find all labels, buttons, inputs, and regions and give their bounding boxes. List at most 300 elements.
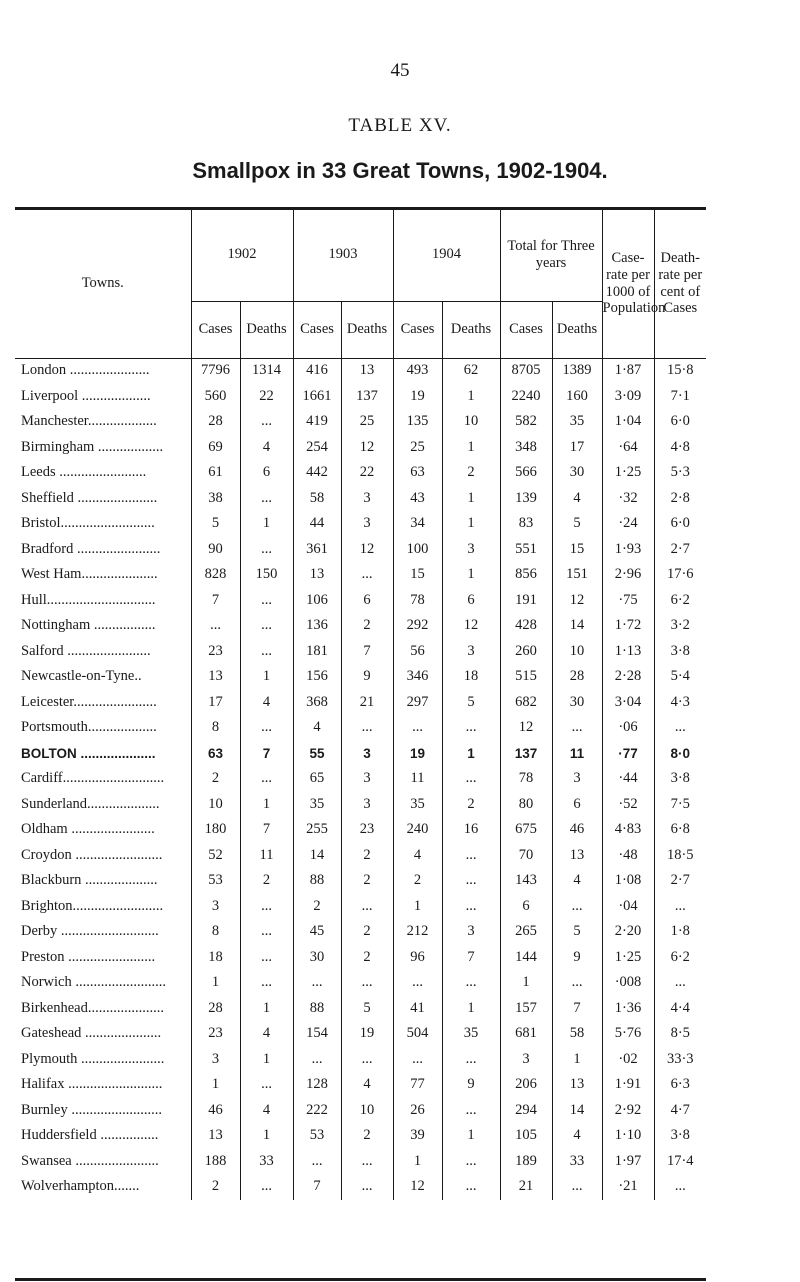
deaths-1903: ...	[341, 715, 393, 741]
cases-1902: 828	[191, 562, 240, 588]
cases-1903: 35	[293, 792, 341, 818]
case-rate: 1·04	[602, 409, 654, 435]
deaths-1904: 1	[442, 996, 500, 1022]
town-name: Brighton.........................	[21, 897, 164, 914]
total-cases: 294	[500, 1098, 552, 1124]
cases-1902: 7	[191, 588, 240, 614]
case-rate: ·24	[602, 511, 654, 537]
deaths-1904: 5	[442, 690, 500, 716]
deaths-1904: 3	[442, 537, 500, 563]
cases-1902: 2	[191, 1174, 240, 1200]
cases-1902: 13	[191, 664, 240, 690]
total-cases: 80	[500, 792, 552, 818]
deaths-1904: 10	[442, 409, 500, 435]
cases-1902: 61	[191, 460, 240, 486]
death-rate: 6·3	[654, 1072, 706, 1098]
deaths-1902: ...	[240, 1174, 293, 1200]
town-name: Blackburn ....................	[21, 872, 158, 889]
header-total-cases: Cases	[500, 301, 552, 358]
cases-1903: 416	[293, 358, 341, 384]
town-name: Plymouth .......................	[21, 1050, 165, 1067]
cases-1904: 96	[393, 945, 442, 971]
total-cases: 681	[500, 1021, 552, 1047]
cases-1903: 442	[293, 460, 341, 486]
deaths-1903: 23	[341, 817, 393, 843]
death-rate: 18·5	[654, 843, 706, 869]
total-cases: 6	[500, 894, 552, 920]
total-deaths: 6	[552, 792, 602, 818]
town-name: Swansea .......................	[21, 1152, 159, 1169]
town-name: Leeds ........................	[21, 464, 147, 481]
total-cases: 78	[500, 766, 552, 792]
cases-1904: 35	[393, 792, 442, 818]
deaths-1903: 2	[341, 868, 393, 894]
table-row	[15, 435, 706, 461]
death-rate: 2·7	[654, 537, 706, 563]
deaths-1904: ...	[442, 1047, 500, 1073]
table-body	[15, 358, 706, 1200]
total-deaths: 12	[552, 588, 602, 614]
deaths-1902: 1	[240, 996, 293, 1022]
deaths-1903: 9	[341, 664, 393, 690]
total-deaths: 10	[552, 639, 602, 665]
deaths-1904: ...	[442, 970, 500, 996]
deaths-1904: ...	[442, 1098, 500, 1124]
deaths-1902: ...	[240, 409, 293, 435]
death-rate: ...	[654, 715, 706, 741]
total-cases: 515	[500, 664, 552, 690]
cases-1902: 1	[191, 970, 240, 996]
total-cases: 21	[500, 1174, 552, 1200]
town-name: Birmingham ..................	[21, 438, 164, 455]
deaths-1903: 3	[341, 741, 393, 767]
total-cases: 566	[500, 460, 552, 486]
cases-1902: 52	[191, 843, 240, 869]
table-row	[15, 741, 706, 767]
deaths-1902: ...	[240, 945, 293, 971]
death-rate: 17·6	[654, 562, 706, 588]
deaths-1904: ...	[442, 766, 500, 792]
town-name: Derby ...........................	[21, 923, 159, 940]
table-row	[15, 511, 706, 537]
cases-1902: 53	[191, 868, 240, 894]
deaths-1903: 3	[341, 792, 393, 818]
deaths-1902: ...	[240, 613, 293, 639]
case-rate: 1·08	[602, 868, 654, 894]
total-cases: 2240	[500, 384, 552, 410]
cases-1904: 1	[393, 1149, 442, 1175]
cases-1904: 212	[393, 919, 442, 945]
town-name: Sunderland....................	[21, 795, 160, 812]
town-name: London ......................	[21, 362, 150, 379]
deaths-1904: 18	[442, 664, 500, 690]
total-cases: 348	[500, 435, 552, 461]
total-deaths: 9	[552, 945, 602, 971]
case-rate: 2·20	[602, 919, 654, 945]
table-row	[15, 1123, 706, 1149]
town-name: Croydon ........................	[21, 846, 163, 863]
deaths-1902: ...	[240, 715, 293, 741]
total-cases: 105	[500, 1123, 552, 1149]
table-row	[15, 588, 706, 614]
deaths-1904: ...	[442, 1174, 500, 1200]
total-cases: 675	[500, 817, 552, 843]
case-rate: 1·87	[602, 358, 654, 384]
cases-1902: 69	[191, 435, 240, 461]
death-rate: 3·2	[654, 613, 706, 639]
cases-1902: 180	[191, 817, 240, 843]
table-row	[15, 384, 706, 410]
deaths-1904: 3	[442, 639, 500, 665]
case-rate: ·75	[602, 588, 654, 614]
cases-1902: 13	[191, 1123, 240, 1149]
table-row	[15, 486, 706, 512]
header-1903: 1903	[293, 209, 393, 301]
deaths-1903: 3	[341, 486, 393, 512]
table-row	[15, 919, 706, 945]
deaths-1903: 22	[341, 460, 393, 486]
cases-1904: 100	[393, 537, 442, 563]
total-cases: 582	[500, 409, 552, 435]
death-rate: 7·1	[654, 384, 706, 410]
total-cases: 1	[500, 970, 552, 996]
deaths-1904: 3	[442, 919, 500, 945]
death-rate: ...	[654, 970, 706, 996]
cases-1902: 90	[191, 537, 240, 563]
case-rate: 1·97	[602, 1149, 654, 1175]
deaths-1902: 1314	[240, 358, 293, 384]
header-1904-deaths: Deaths	[442, 301, 500, 358]
case-rate: 1·93	[602, 537, 654, 563]
town-name: Cardiff............................	[21, 770, 165, 787]
case-rate: 2·92	[602, 1098, 654, 1124]
table-row	[15, 996, 706, 1022]
cases-1902: 560	[191, 384, 240, 410]
case-rate: ·32	[602, 486, 654, 512]
death-rate: ...	[654, 894, 706, 920]
case-rate: ·06	[602, 715, 654, 741]
cases-1904: 26	[393, 1098, 442, 1124]
deaths-1904: ...	[442, 894, 500, 920]
cases-1904: 297	[393, 690, 442, 716]
town-name: Bristol..........................	[21, 515, 155, 532]
cases-1904: 63	[393, 460, 442, 486]
cases-1904: 41	[393, 996, 442, 1022]
cases-1903: 128	[293, 1072, 341, 1098]
cases-1903: 65	[293, 766, 341, 792]
deaths-1902: 1	[240, 511, 293, 537]
total-cases: 137	[500, 741, 552, 767]
total-deaths: 13	[552, 1072, 602, 1098]
case-rate: 3·09	[602, 384, 654, 410]
town-name: Gateshead .....................	[21, 1025, 162, 1042]
cases-1904: 15	[393, 562, 442, 588]
cases-1902: 1	[191, 1072, 240, 1098]
case-rate: ·008	[602, 970, 654, 996]
total-deaths: ...	[552, 1174, 602, 1200]
deaths-1902: 11	[240, 843, 293, 869]
table-row	[15, 1098, 706, 1124]
deaths-1903: 6	[341, 588, 393, 614]
cases-1902: 38	[191, 486, 240, 512]
cases-1904: 1	[393, 894, 442, 920]
deaths-1903: 2	[341, 613, 393, 639]
total-cases: 3	[500, 1047, 552, 1073]
cases-1904: 504	[393, 1021, 442, 1047]
total-deaths: 14	[552, 1098, 602, 1124]
table-row	[15, 460, 706, 486]
cases-1904: 39	[393, 1123, 442, 1149]
table-row	[15, 664, 706, 690]
total-deaths: 13	[552, 843, 602, 869]
total-cases: 12	[500, 715, 552, 741]
cases-1904: 12	[393, 1174, 442, 1200]
cases-1904: 493	[393, 358, 442, 384]
total-deaths: 4	[552, 1123, 602, 1149]
deaths-1904: 1	[442, 741, 500, 767]
town-name: Norwich .........................	[21, 974, 166, 991]
cases-1904: 34	[393, 511, 442, 537]
total-deaths: 33	[552, 1149, 602, 1175]
death-rate: 6·2	[654, 588, 706, 614]
deaths-1903: 12	[341, 435, 393, 461]
deaths-1903: ...	[341, 894, 393, 920]
town-name: Manchester...................	[21, 413, 157, 430]
total-deaths: 17	[552, 435, 602, 461]
death-rate: 6·8	[654, 817, 706, 843]
cases-1904: 78	[393, 588, 442, 614]
total-deaths: 151	[552, 562, 602, 588]
deaths-1902: ...	[240, 919, 293, 945]
cases-1903: 4	[293, 715, 341, 741]
case-rate: 1·13	[602, 639, 654, 665]
deaths-1904: 1	[442, 562, 500, 588]
total-deaths: 58	[552, 1021, 602, 1047]
deaths-1904: 1	[442, 1123, 500, 1149]
town-name: Halifax ..........................	[21, 1076, 163, 1093]
table-label: TABLE XV.	[348, 115, 452, 136]
cases-1903: 222	[293, 1098, 341, 1124]
death-rate: 8·0	[654, 741, 706, 767]
town-name: Liverpool ...................	[21, 387, 151, 404]
cases-1903: 7	[293, 1174, 341, 1200]
header-case-rate: Case-rate per 1000 of Population	[602, 209, 654, 358]
total-deaths: 11	[552, 741, 602, 767]
deaths-1903: ...	[341, 562, 393, 588]
deaths-1902: ...	[240, 894, 293, 920]
cases-1904: 240	[393, 817, 442, 843]
header-1904: 1904	[393, 209, 500, 301]
table-row	[15, 358, 706, 384]
town-name: Burnley .........................	[21, 1101, 162, 1118]
cases-1902: 8	[191, 919, 240, 945]
case-rate: 1·91	[602, 1072, 654, 1098]
table-row	[15, 639, 706, 665]
death-rate: 4·4	[654, 996, 706, 1022]
total-cases: 551	[500, 537, 552, 563]
deaths-1903: 25	[341, 409, 393, 435]
table-title: Smallpox in 33 Great Towns, 1902-1904.	[192, 158, 608, 183]
case-rate: 1·25	[602, 945, 654, 971]
town-name: Bradford .......................	[21, 540, 161, 557]
deaths-1903: 19	[341, 1021, 393, 1047]
cases-1904: 19	[393, 384, 442, 410]
deaths-1903: 2	[341, 1123, 393, 1149]
case-rate: 4·83	[602, 817, 654, 843]
table-row	[15, 1174, 706, 1200]
case-rate: ·04	[602, 894, 654, 920]
death-rate: ...	[654, 1174, 706, 1200]
total-deaths: 30	[552, 690, 602, 716]
table-row	[15, 766, 706, 792]
header-1903-cases: Cases	[293, 301, 341, 358]
total-deaths: 35	[552, 409, 602, 435]
total-deaths: 7	[552, 996, 602, 1022]
cases-1904: ...	[393, 715, 442, 741]
cases-1903: 361	[293, 537, 341, 563]
cases-1903: ...	[293, 970, 341, 996]
death-rate: 15·8	[654, 358, 706, 384]
total-deaths: 5	[552, 919, 602, 945]
header-total-deaths: Deaths	[552, 301, 602, 358]
cases-1903: 156	[293, 664, 341, 690]
cases-1903: 368	[293, 690, 341, 716]
deaths-1902: 2	[240, 868, 293, 894]
table-row	[15, 1047, 706, 1073]
case-rate: ·52	[602, 792, 654, 818]
deaths-1902: ...	[240, 639, 293, 665]
death-rate: 4·8	[654, 435, 706, 461]
cases-1903: 255	[293, 817, 341, 843]
deaths-1903: 3	[341, 766, 393, 792]
deaths-1904: 1	[442, 384, 500, 410]
death-rate: 6·2	[654, 945, 706, 971]
death-rate: 4·7	[654, 1098, 706, 1124]
case-rate: 2·28	[602, 664, 654, 690]
deaths-1903: 21	[341, 690, 393, 716]
table-row	[15, 537, 706, 563]
death-rate: 33·3	[654, 1047, 706, 1073]
death-rate: 8·5	[654, 1021, 706, 1047]
deaths-1904: 62	[442, 358, 500, 384]
cases-1904: ...	[393, 1047, 442, 1073]
death-rate: 3·8	[654, 766, 706, 792]
total-cases: 8705	[500, 358, 552, 384]
table-row	[15, 613, 706, 639]
cases-1903: 136	[293, 613, 341, 639]
deaths-1904: 6	[442, 588, 500, 614]
bottom-rule	[15, 1278, 706, 1281]
case-rate: ·77	[602, 741, 654, 767]
deaths-1903: 3	[341, 511, 393, 537]
deaths-1902: 4	[240, 1098, 293, 1124]
death-rate: 2·8	[654, 486, 706, 512]
header-towns: Towns.	[81, 275, 124, 292]
cases-1904: 4	[393, 843, 442, 869]
cases-1902: 8	[191, 715, 240, 741]
deaths-1902: ...	[240, 766, 293, 792]
deaths-1903: 2	[341, 843, 393, 869]
cases-1902: 2	[191, 766, 240, 792]
deaths-1902: 6	[240, 460, 293, 486]
deaths-1903: 137	[341, 384, 393, 410]
deaths-1902: 4	[240, 435, 293, 461]
case-rate: 2·96	[602, 562, 654, 588]
cases-1903: 55	[293, 741, 341, 767]
town-name: Preston ........................	[21, 948, 156, 965]
deaths-1904: 16	[442, 817, 500, 843]
town-name: Newcastle-on-Tyne..	[21, 668, 142, 685]
cases-1903: ...	[293, 1149, 341, 1175]
deaths-1902: 22	[240, 384, 293, 410]
cases-1903: 154	[293, 1021, 341, 1047]
cases-1903: 44	[293, 511, 341, 537]
death-rate: 6·0	[654, 409, 706, 435]
total-deaths: ...	[552, 715, 602, 741]
deaths-1902: 150	[240, 562, 293, 588]
deaths-1904: 35	[442, 1021, 500, 1047]
total-cases: 157	[500, 996, 552, 1022]
table-row	[15, 894, 706, 920]
town-name: Sheffield ......................	[21, 489, 158, 506]
deaths-1902: 7	[240, 817, 293, 843]
cases-1903: 88	[293, 996, 341, 1022]
total-cases: 260	[500, 639, 552, 665]
header-1903-deaths: Deaths	[341, 301, 393, 358]
deaths-1904: ...	[442, 1149, 500, 1175]
table-row	[15, 970, 706, 996]
deaths-1902: ...	[240, 588, 293, 614]
cases-1902: 28	[191, 996, 240, 1022]
table-row	[15, 843, 706, 869]
town-name: West Ham.....................	[21, 566, 158, 583]
case-rate: 5·76	[602, 1021, 654, 1047]
table-row	[15, 868, 706, 894]
deaths-1903: 4	[341, 1072, 393, 1098]
total-deaths: ...	[552, 970, 602, 996]
deaths-1904: ...	[442, 843, 500, 869]
total-cases: 143	[500, 868, 552, 894]
deaths-1903: 7	[341, 639, 393, 665]
total-deaths: 4	[552, 486, 602, 512]
total-deaths: 4	[552, 868, 602, 894]
deaths-1903: 2	[341, 945, 393, 971]
table-row	[15, 792, 706, 818]
table-row	[15, 1021, 706, 1047]
case-rate: 3·04	[602, 690, 654, 716]
deaths-1902: 4	[240, 690, 293, 716]
total-deaths: 30	[552, 460, 602, 486]
total-deaths: 3	[552, 766, 602, 792]
death-rate: 4·3	[654, 690, 706, 716]
cases-1903: 106	[293, 588, 341, 614]
cases-1903: 419	[293, 409, 341, 435]
table-row	[15, 715, 706, 741]
total-deaths: 5	[552, 511, 602, 537]
cases-1902: 28	[191, 409, 240, 435]
deaths-1904: 2	[442, 792, 500, 818]
total-cases: 191	[500, 588, 552, 614]
cases-1904: 77	[393, 1072, 442, 1098]
deaths-1904: 2	[442, 460, 500, 486]
case-rate: ·64	[602, 435, 654, 461]
cases-1903: 181	[293, 639, 341, 665]
cases-1904: 346	[393, 664, 442, 690]
header-total: Total for Three years	[500, 209, 602, 301]
total-cases: 70	[500, 843, 552, 869]
cases-1902: 23	[191, 639, 240, 665]
total-cases: 265	[500, 919, 552, 945]
